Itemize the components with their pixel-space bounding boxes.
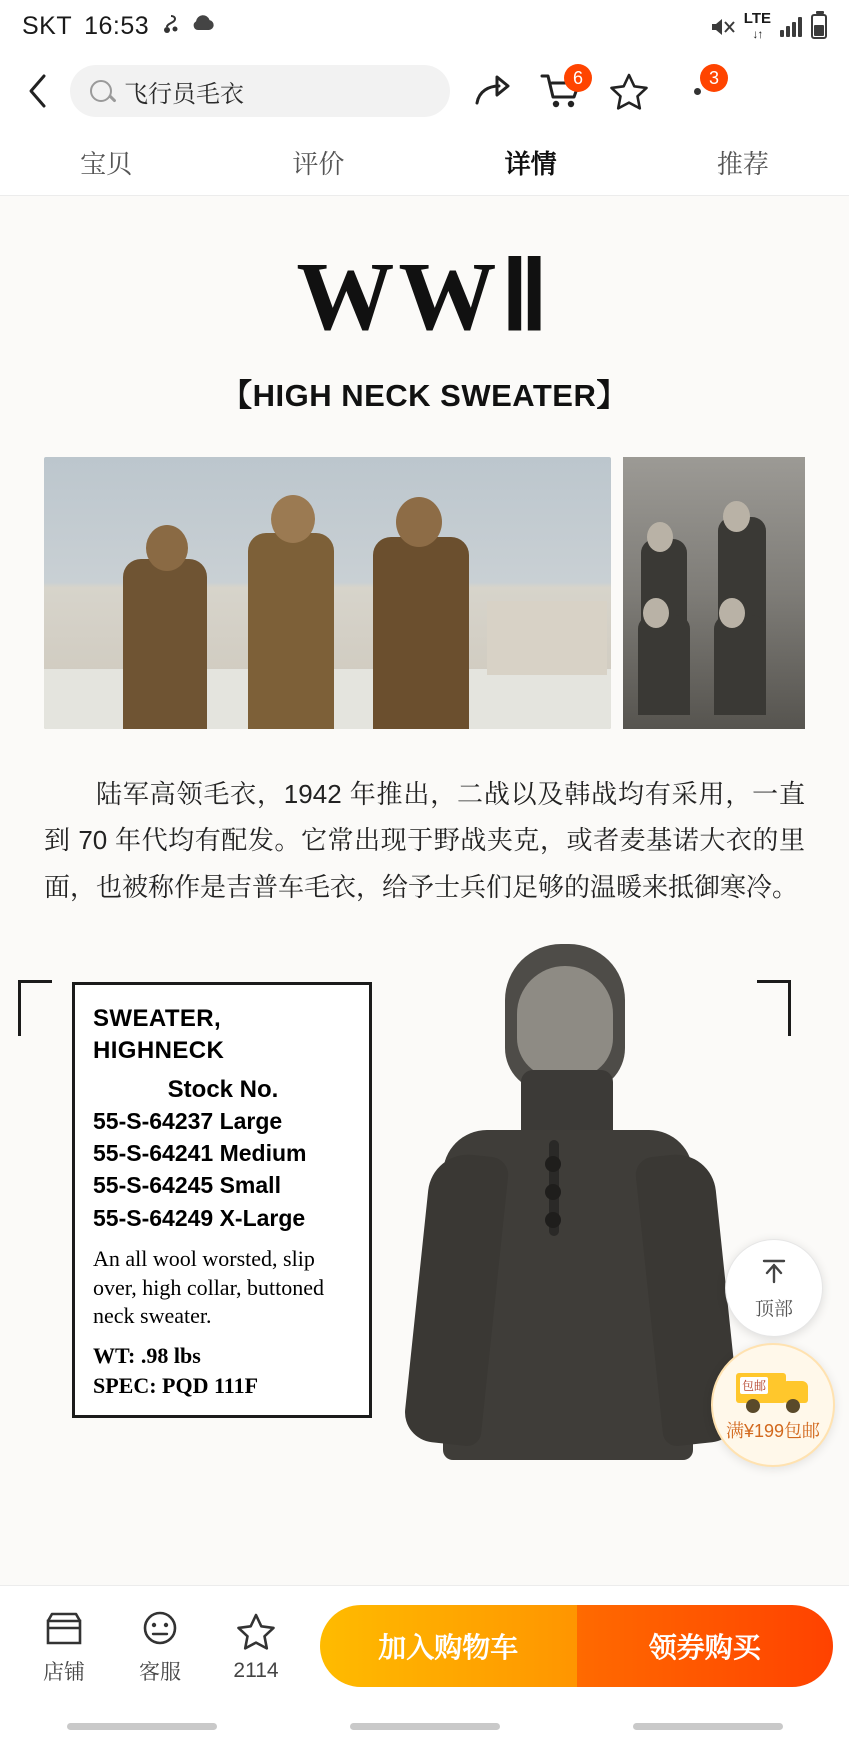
star-icon[interactable] xyxy=(606,68,652,114)
search-icon xyxy=(90,80,112,102)
customer-service-button[interactable] xyxy=(112,1606,208,1686)
buy-with-coupon-button[interactable]: 领券购买 xyxy=(577,1605,834,1687)
tab-bar xyxy=(0,130,849,196)
spec-weight: WT: .98 lbs xyxy=(93,1342,201,1368)
shop-icon xyxy=(44,1606,84,1650)
favorite-button[interactable] xyxy=(208,1609,304,1683)
truck-icon xyxy=(736,1367,810,1413)
bracket-left xyxy=(18,980,52,1036)
search-bar xyxy=(0,52,849,130)
bluetooth-headset-icon xyxy=(161,11,181,41)
clock-label: 16:53 xyxy=(84,11,150,40)
mute-icon xyxy=(709,15,735,37)
bracket-right xyxy=(757,980,791,1036)
page-title: WWⅡ xyxy=(296,243,553,351)
shop-label: 店铺 xyxy=(43,1660,85,1684)
cloud-icon xyxy=(191,13,217,39)
spec-stock-item: 55-S-64241 Medium xyxy=(93,1139,307,1166)
favorite-count: 2114 xyxy=(233,1658,279,1682)
sweater-illustration xyxy=(409,944,729,1464)
signal-icon xyxy=(780,15,802,37)
shipping-tag: 包邮 xyxy=(742,1379,767,1393)
spec-name-line1: SWEATER, xyxy=(93,1004,222,1032)
star-icon xyxy=(236,1609,276,1653)
carrier-label: SKT xyxy=(22,11,73,40)
spec-stock-item: 55-S-64249 X-Large xyxy=(93,1204,306,1231)
cta-group xyxy=(320,1605,833,1687)
spec-card xyxy=(72,982,372,1418)
spec-name-line2: HIGHNECK xyxy=(93,1037,225,1065)
three-soldiers-photo xyxy=(44,457,611,729)
status-left xyxy=(22,11,217,41)
photo-row xyxy=(0,457,849,729)
detail-content[interactable] xyxy=(0,196,849,1585)
search-input-wrap[interactable] xyxy=(70,65,450,117)
spec-stock-item: 55-S-64237 Large xyxy=(93,1107,283,1134)
add-to-cart-button[interactable]: 加入购物车 xyxy=(320,1605,577,1687)
top-icons xyxy=(470,68,720,114)
shop-button[interactable] xyxy=(16,1606,112,1686)
system-nav-bar xyxy=(0,1705,849,1747)
shipping-label: 满¥199包邮 xyxy=(725,1421,821,1441)
service-face-icon xyxy=(140,1606,180,1650)
arrow-up-icon xyxy=(759,1256,789,1292)
customer-service-label: 客服 xyxy=(139,1660,181,1684)
nav-pill-center[interactable] xyxy=(350,1723,500,1730)
tab-xiangqing[interactable]: 详情 xyxy=(504,149,557,179)
more-dots-icon[interactable] xyxy=(674,68,720,114)
spec-stock-item: 55-S-64245 Small xyxy=(93,1172,281,1199)
spec-illustration xyxy=(0,954,849,1424)
share-icon[interactable] xyxy=(470,68,516,114)
tab-tuijian[interactable]: 推荐 xyxy=(716,149,769,179)
status-bar xyxy=(0,0,849,52)
battery-icon xyxy=(811,14,827,39)
status-left-icons xyxy=(161,11,217,41)
back-chevron-icon[interactable] xyxy=(20,69,56,113)
more-badge: 3 xyxy=(700,64,728,92)
cart-icon[interactable] xyxy=(538,68,584,114)
bottom-action-bar xyxy=(0,1585,849,1705)
search-input[interactable] xyxy=(124,77,430,105)
tab-pingjia[interactable]: 评价 xyxy=(292,149,345,179)
nav-pill-right[interactable] xyxy=(633,1723,783,1730)
cart-badge: 6 xyxy=(564,64,592,92)
shipping-promo-button[interactable] xyxy=(711,1343,835,1467)
product-description: 陆军高领毛衣，1942 年推出，二战以及韩战均有采用，一直到 70 年代均有配发。它常出现于野战夹克，或者麦基诺大衣的里面，也被称作是吉普车毛衣，给予士兵们足够的温暖来抵御寒冷。 xyxy=(44,779,805,902)
lte-icon: LTE ↓↑ xyxy=(743,10,771,41)
spec-paragraph: An all wool worsted, slip over, high collar, buttoned neck sweater. xyxy=(93,1246,325,1329)
spec-code: SPEC: PQD 111F xyxy=(93,1372,259,1398)
spec-stock-title: Stock No. xyxy=(167,1075,279,1103)
tab-baobei[interactable]: 宝贝 xyxy=(80,149,133,179)
back-to-top-label: 顶部 xyxy=(754,1298,793,1320)
back-to-top-button[interactable] xyxy=(725,1239,823,1337)
page-subtitle: 【HIGH NECK SWEATER】 xyxy=(221,378,628,413)
nav-pill-left[interactable] xyxy=(67,1723,217,1730)
four-soldiers-group-photo xyxy=(623,457,805,729)
status-right-icons xyxy=(709,11,827,41)
